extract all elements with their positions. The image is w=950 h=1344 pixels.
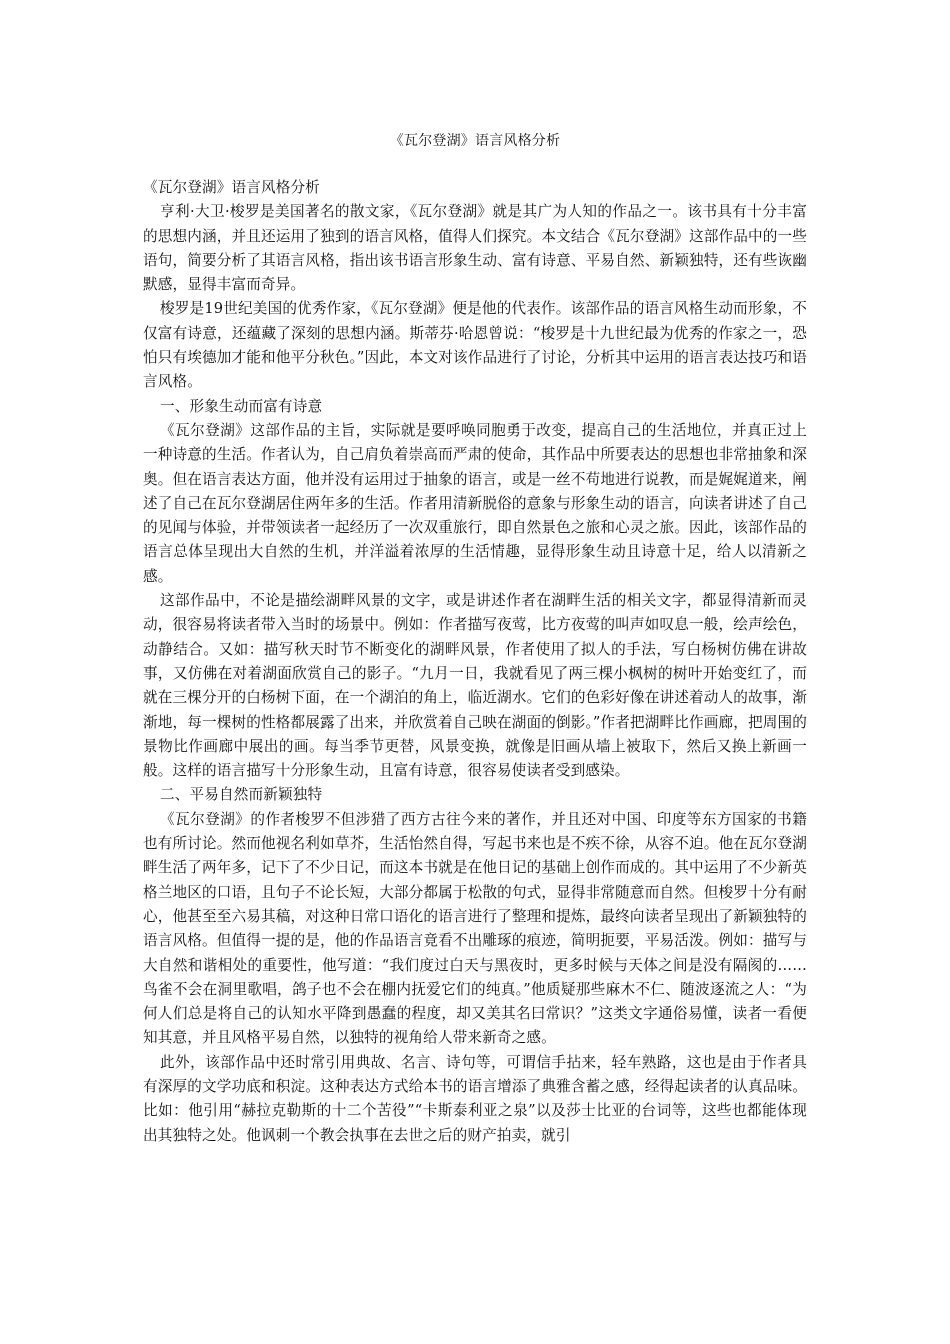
- paragraph-intro-2: 梭罗是19世纪美国的优秀作家，《瓦尔登湖》便是他的代表作。该部作品的语言风格生动而形象，不仅富有诗意，还蕴藏了深刻的思想内涵。斯蒂芬·哈恩曾说：“梭罗是十九世纪最为优秀的作家之一，恐怕只有埃德加才能和他平分秋色。”因此，本文对该作品进行了讨论，分析其中运用的语言表达技巧和语言风格。: [143, 300, 807, 391]
- paragraph-intro-1: 亨利·大卫·梭罗是美国著名的散文家，《瓦尔登湖》就是其广为人知的作品之一。该书具有十分丰富的思想内涵，并且还运用了独到的语言风格，值得人们探究。本文结合《瓦尔登湖》这部作品中的一些语句，简要分析了其语言风格，指出该书语言形象生动、富有诗意、平易自然、新颖独特，还有些诙幽默感，显得丰富而奇异。: [143, 203, 807, 294]
- document-body: [143, 176, 807, 1148]
- paragraph-section2-2: 此外，该部作品中还时常引用典故、名言、诗句等，可谓信手拈来，轻车熟路，这也是由于作者具有深厚的文学功底和积淀。这种表达方式给本书的语言增添了典雅含蓄之感，经得起读者的认真品味。比如：他引用“赫拉克勒斯的十二个苦役”“卡斯泰利亚之泉”以及莎士比亚的台词等，这些也都能体现出其独特之处。他讽刺一个教会执事在去世之后的财产拍卖，就引: [143, 1053, 807, 1144]
- paragraph-section1-2: 这部作品中，不论是描绘湖畔风景的文字，或是讲述作者在湖畔生活的相关文字，都显得清新而灵动，很容易将读者带入当时的场景中。例如：作者描写夜莺，比方夜莺的叫声如叹息一般，绘声绘色，动静结合。又如：描写秋天时节不断变化的湖畔风景，作者使用了拟人的手法，写白杨树仿佛在讲故事，又仿佛在对着湖面欣赏自己的影子。“九月一日，我就看见了两三棵小枫树的树叶开始变红了，而就在三棵分开的白杨树下面，在一个湖泊的角上，临近湖水。它们的色彩好像在讲述着动人的故事，渐渐地，每一棵树的性格都展露了出来，并欣赏着自己映在湖面的倒影。”作者把湖畔比作画廊，把周围的景物比作画廊中展出的画。每当季节更替，风景变换，就像是旧画从墙上被取下，然后又换上新画一般。这样的语言描写十分形象生动，且富有诗意，很容易使读者受到感染。: [143, 592, 807, 780]
- paragraph-section1-1: 《瓦尔登湖》这部作品的主旨，实际就是要呼唤同胞勇于改变，提高自己的生活地位，并真正过上一种诗意的生活。作者认为，自己肩负着崇高而严肃的使命，其作品中所要表达的思想也非常抽象和深奥。但在语言表达方面，他并没有运用过于抽象的语言，或是一丝不苟地进行说教，而是娓娓道来，阐述了自己在瓦尔登湖居住两年多的生活。作者用清新脱俗的意象与形象生动的语言，向读者讲述了自己的见闻与体验，并带领读者一起经历了一次双重旅行，即自然景色之旅和心灵之旅。因此，该部作品的语言总体呈现出大自然的生机，并洋溢着浓厚的生活情趣，显得形象生动且诗意十足，给人以清新之感。: [143, 421, 807, 585]
- document-subtitle: 《瓦尔登湖》语言风格分析: [143, 179, 320, 196]
- section-heading-2: 二、平易自然而新颖独特: [160, 786, 323, 804]
- document-title: 《瓦尔登湖》语言风格分析: [389, 133, 561, 149]
- paragraph-section2-1: 《瓦尔登湖》的作者梭罗不但涉猎了西方古往今来的著作，并且还对中国、印度等东方国家的书籍也有所讨论。然而他视名利如草芥，生活怡然自得，写起书来也是不疾不徐，从容不迫。他在瓦尔登湖畔生活了两年多，记下了不少日记，而这本书就是在他日记的基础上创作而成的。其中运用了不少新英格兰地区的口语，且句子不论长短，大部分都属于松散的句式，显得非常随意而自然。但梭罗十分有耐心，他甚至至六易其稿，对这种日常口语化的语言进行了整理和提炼，最终向读者呈现出了新颖独特的语言风格。但值得一提的是，他的作品语言竟看不出雕琢的痕迹，简明扼要，平易活泼。例如：描写与大自然和谐相处的重要性，他写道：“我们度过白天与黑夜时，更多时候与天体之间是没有隔阂的……鸟雀不会在洞里歌唱，鸽子也不会在棚内抚爱它们的纯真。”他质疑那些麻木不仁、随波逐流之人：“为何人们总是将自己的认知水平降到愚蠢的程度，却又美其名曰常识？”这类文字通俗易懂，读者一看便知其意，并且风格平易自然，以独特的视角给人带来新奇之感。: [143, 810, 807, 1047]
- section-heading-1: 一、形象生动而富有诗意: [160, 397, 323, 415]
